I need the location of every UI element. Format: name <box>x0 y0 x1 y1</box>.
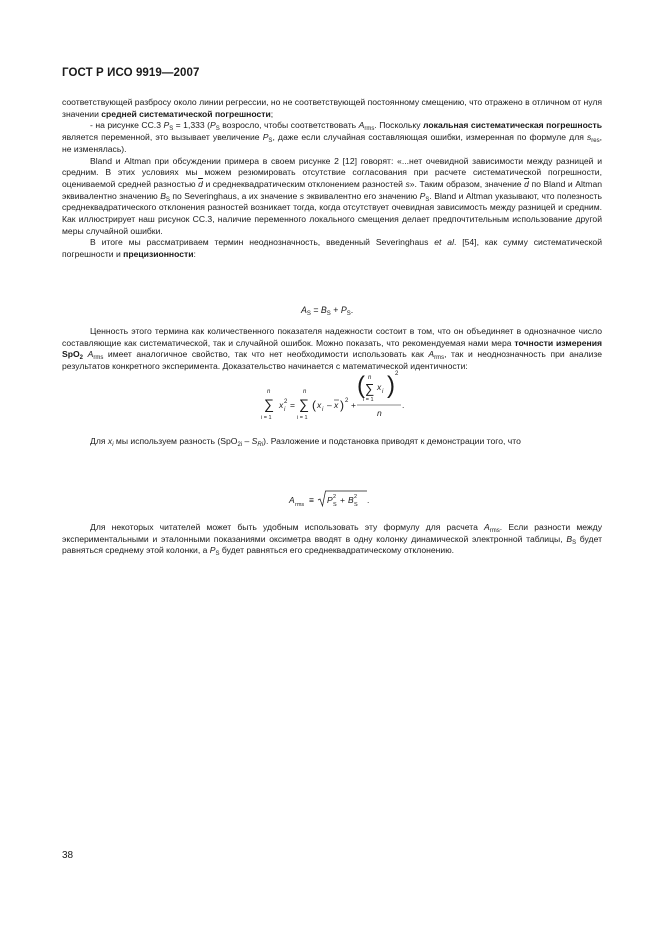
subscript: i <box>112 442 114 448</box>
equals: = <box>290 400 295 410</box>
text-run: , не изменялась). <box>62 132 602 154</box>
formula-arms <box>287 488 377 510</box>
text-run: соответствующей разбросу около линии регрессии, но не соответствующей постоянному смещению, что отражено в отличном от нуля значении <box>62 97 602 119</box>
text-run: Ценность этого термина как количественного показателя надежности состоит в том, что он объединяет в однозначное число составляющие как систематической, так и случайной ошибок. Можно показать, что рекомендуемая нами мера <box>62 326 602 348</box>
subscript: rms <box>364 126 375 133</box>
subscript: rms <box>93 355 104 362</box>
paren-open: ( <box>312 398 316 412</box>
paren-close: ) <box>340 398 344 412</box>
text-run: имеет аналогичное свойство, так что нет необходимости использовать как <box>103 349 429 360</box>
subscript: S <box>268 138 273 145</box>
subscript: rms <box>295 502 305 508</box>
symbol-dbar: $\overline{d}$ <box>524 178 529 189</box>
symbol: P <box>262 132 269 143</box>
symbol: A <box>358 120 365 131</box>
subscript: S <box>346 311 351 317</box>
symbol: A <box>87 349 94 360</box>
text-run: ). Разложение и подстановка приводят к демонстрации того, что <box>263 436 521 446</box>
exponent: 2 <box>284 399 288 405</box>
paragraph-7 <box>62 522 602 557</box>
text-run: возросло, чтобы соответствовать <box>219 120 359 131</box>
subscript: res <box>591 138 600 145</box>
symbol: x <box>107 436 113 446</box>
text-block-3 <box>62 436 602 448</box>
exponent: 2 <box>395 371 399 377</box>
sum-lower-limit: i = 1 <box>297 415 308 421</box>
subscript: S <box>306 311 311 317</box>
subscript: S <box>165 196 170 203</box>
sum-upper-limit: n <box>303 389 307 395</box>
symbol: A <box>289 495 295 505</box>
paragraph-4 <box>62 237 602 260</box>
text-run: по Severinghaus, а их значение <box>169 190 300 201</box>
symbol: P <box>340 305 347 315</box>
subscript: S <box>425 196 430 203</box>
index: i <box>382 389 384 395</box>
text-run: - на рисунке CC.3 <box>90 120 164 131</box>
subscript: S <box>354 502 358 508</box>
subscript: S <box>333 502 337 508</box>
symbol: s <box>299 190 305 201</box>
exponent: 2 <box>345 398 349 404</box>
subscript: rms <box>489 528 500 534</box>
bold-term: прецизионности <box>123 249 194 260</box>
symbol: s <box>586 132 592 143</box>
text-run: ; <box>270 108 274 119</box>
text-run: мы используем разность (SpO <box>113 436 238 446</box>
text-run: – <box>242 436 252 446</box>
text-run: , так и неоднозначность при анализе результатов конкретного эксперимента. Доказательство начинается с математической идентичности: <box>62 349 603 372</box>
symbol: P <box>163 120 170 131</box>
text-run: ». Таким образом, значение <box>409 178 525 189</box>
sum-lower-limit: i = 1 <box>363 397 374 403</box>
subscript: S <box>326 311 331 317</box>
symbol: B <box>320 305 327 315</box>
period: . <box>402 400 405 410</box>
symbol: P <box>210 120 216 131</box>
text-run: Для некоторых читателей может быть удобным использовать эту формулу для расчета <box>90 522 485 532</box>
bold-term: локальная систематическая погрешность <box>423 120 602 131</box>
text-run: . Если разности между экспериментальными и эталонными показаниями оксиметра вводят в одну колонку динамической электронной таблицы, <box>62 522 602 544</box>
symbol: s <box>405 178 410 189</box>
subscript: Ri <box>257 442 264 448</box>
index: i <box>322 407 324 413</box>
text-run: . Поскольку <box>374 120 424 131</box>
text-run: В итоге мы рассматриваем термин неоднозначность, введенный Severinghaus <box>90 237 435 248</box>
operator: ≡ <box>309 495 314 505</box>
text-block-1 <box>62 97 602 261</box>
exponent: 2 <box>354 494 358 500</box>
subscript: S <box>572 539 577 546</box>
paragraph-2 <box>62 120 602 155</box>
formula-identity <box>255 366 425 428</box>
symbol: P <box>209 545 216 556</box>
sum-sign: ∑ <box>264 396 274 412</box>
symbol: S <box>251 436 258 446</box>
paragraph-3 <box>62 156 602 238</box>
var-x: x <box>317 400 322 410</box>
var-xbar: x <box>334 400 339 410</box>
bold-term: точности измерения SpO <box>62 337 602 360</box>
document-header: ГОСТ Р ИСО 9919—2007 <box>62 67 200 79</box>
symbol: B <box>566 533 573 544</box>
plus: + <box>351 400 356 410</box>
text-run: будет равняться среднему этой колонки, а <box>62 533 603 556</box>
sum-sign: ∑ <box>299 396 309 412</box>
text-run: , даже если случайная составляющая ошибки, измеренная по формуле для <box>272 132 587 143</box>
big-paren-open: ( <box>357 372 365 399</box>
text-run: . [54], как сумму систематической погрешности и <box>62 237 603 260</box>
text-run: et al <box>434 237 454 248</box>
symbol: P <box>419 190 426 201</box>
text-run: : <box>193 249 196 260</box>
symbol: A <box>301 305 307 315</box>
big-paren-close: ) <box>387 372 395 399</box>
text-run: и среднеквадратическим отклонением разностей <box>202 178 406 189</box>
text-run: Bland и Altman при обсуждении примера в своем рисунке 2 [12] говорят: «...нет очевидной зависимости между разницей и средним. В этих условиях мы можем резюмировать отсутствие согласования при расчете систематической погрешности, оцениваемой средней разностью <box>62 155 602 189</box>
text-run: является переменной, это вызывает увеличение <box>62 132 263 143</box>
text-run: . Bland и Altman указывают, что полезность среднеквадратического отклонения разностей возникает тогда, когда отсутствует очевидная зависимость между разницей и средним. Как иллюстрирует наш рисунок CC.3, наличие переменного локального смещения делает предпочтительным использование другой меры случайной ошибки. <box>62 190 603 236</box>
punctuation: . <box>367 495 370 505</box>
text-run: = 1,333 ( <box>173 120 211 131</box>
symbol: B <box>160 190 166 201</box>
sum-upper-limit: n <box>267 389 271 395</box>
text-run: эквивалентно его значению <box>304 190 420 201</box>
subscript: S <box>215 126 220 133</box>
operator: + <box>330 305 341 315</box>
symbol-dbar: $\overline{d}$ <box>198 178 203 189</box>
text-run: по Bland и Altman эквивалентно значению <box>62 178 603 201</box>
punctuation: . <box>350 305 354 315</box>
minus: – <box>327 400 332 410</box>
text-block-4 <box>62 522 602 557</box>
symbol: P <box>327 495 333 505</box>
var-x: x <box>377 382 382 392</box>
sum-lower-limit: i = 1 <box>261 415 272 421</box>
sum-upper-limit: n <box>368 375 372 381</box>
exponent: 2 <box>333 494 337 500</box>
operator: = <box>310 305 321 315</box>
subscript: rms <box>434 355 445 362</box>
page-number: 38 <box>62 850 74 861</box>
bold-term: средней систематической погрешности <box>101 108 271 119</box>
subscript: 2 <box>79 355 84 362</box>
symbol: A <box>484 522 490 532</box>
paragraph-6 <box>62 436 602 448</box>
var-x: x <box>279 400 284 410</box>
symbol: A <box>428 349 435 360</box>
subscript: 2i <box>237 442 243 448</box>
sum-sign: ∑ <box>365 381 375 396</box>
subscript: S <box>169 126 174 133</box>
index: i <box>284 407 286 413</box>
text-run: Для <box>90 436 108 446</box>
symbol: B <box>348 495 354 505</box>
paragraph-1 <box>62 97 602 120</box>
subscript: S <box>215 551 220 558</box>
operator: + <box>340 495 345 505</box>
text-run: будет равняться его среднеквадратическому отклонению. <box>219 545 455 556</box>
denominator: n <box>377 408 382 418</box>
formula-ambiguity <box>301 305 353 315</box>
